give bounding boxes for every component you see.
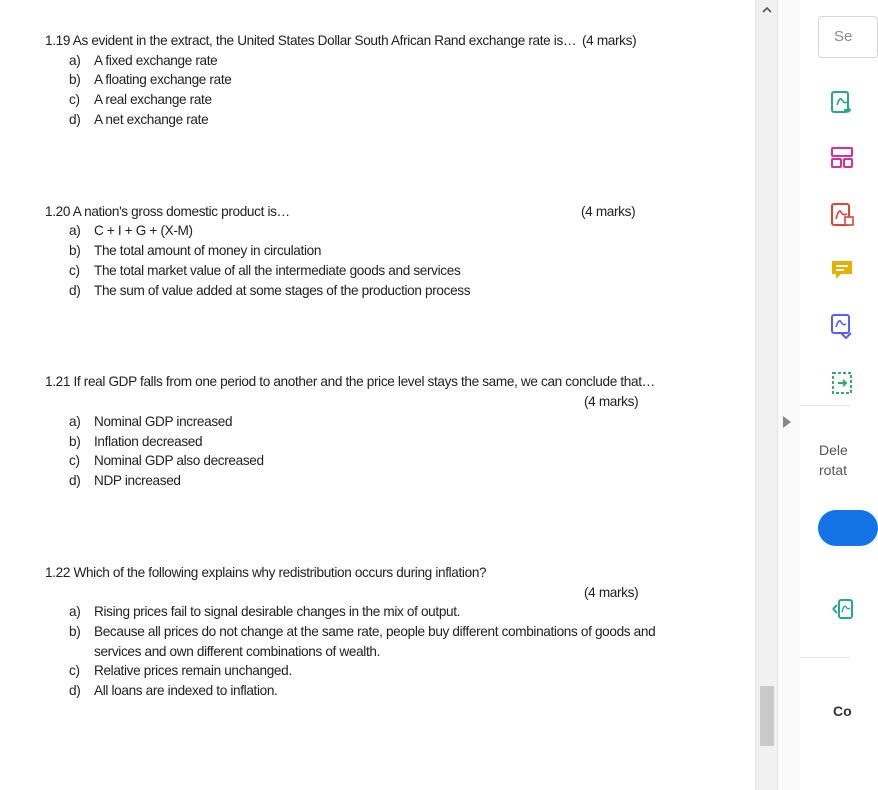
primary-action-button[interactable] <box>818 510 878 546</box>
option-letter: b) <box>69 624 81 639</box>
option-letter: b) <box>69 434 81 449</box>
comment-icon[interactable] <box>830 258 854 282</box>
option-text: Nominal GDP increased <box>94 414 233 429</box>
option-text: A fixed exchange rate <box>94 53 218 68</box>
question-stem: 1.21 If real GDP falls from one period to another and the price level stays the same, we can conclude that… <box>45 374 655 389</box>
option-text: Because all prices do not change at the same rate, people buy different combinations of goods and <box>94 624 656 639</box>
question-marks: (4 marks) <box>582 33 637 48</box>
option-text: Rising prices fail to signal desirable changes in the mix of output. <box>94 604 461 619</box>
panel-divider-line <box>800 405 850 406</box>
export-pdf-icon[interactable] <box>830 90 854 114</box>
option-letter: c) <box>69 92 80 107</box>
panel-section-label[interactable]: Co <box>833 703 852 719</box>
chevron-up-icon <box>762 6 772 13</box>
option-letter: d) <box>69 683 81 698</box>
option-letter: c) <box>69 263 80 278</box>
option-text: A real exchange rate <box>94 92 212 107</box>
option-text: A floating exchange rate <box>94 72 232 87</box>
collapse-panel-icon[interactable] <box>783 416 791 428</box>
organize-pages-icon[interactable] <box>830 145 854 169</box>
panel-divider <box>777 0 801 790</box>
option-letter: c) <box>69 453 80 468</box>
option-text: All loans are indexed to inflation. <box>94 683 278 698</box>
question-marks: (4 marks) <box>581 204 636 219</box>
compress-icon[interactable] <box>830 370 854 394</box>
option-text: The total market value of all the intermediate goods and services <box>94 263 461 278</box>
share-icon[interactable] <box>830 596 854 620</box>
option-letter: d) <box>69 283 81 298</box>
create-pdf-icon[interactable] <box>830 202 854 226</box>
option-text: The total amount of money in circulation <box>94 243 322 258</box>
option-letter: b) <box>69 72 81 87</box>
option-text: Nominal GDP also decreased <box>94 453 264 468</box>
option-letter: a) <box>69 53 81 68</box>
option-letter: a) <box>69 223 81 238</box>
option-text: The sum of value added at some stages of the production process <box>94 283 471 298</box>
question-stem: 1.20 A nation's gross domestic product is… <box>45 204 290 219</box>
search-tools-input[interactable]: Se <box>818 16 878 58</box>
option-letter: a) <box>69 414 81 429</box>
panel-divider-line <box>800 657 850 658</box>
option-letter: b) <box>69 243 81 258</box>
scroll-thumb[interactable] <box>760 686 774 746</box>
panel-description-line: rotat <box>819 462 848 478</box>
panel-description-line: Dele <box>819 442 848 458</box>
question-stem: 1.22 Which of the following explains why redistribution occurs during inflation? <box>45 565 487 580</box>
option-letter: c) <box>69 663 80 678</box>
vertical-scrollbar[interactable] <box>755 0 778 790</box>
edit-pdf-icon[interactable] <box>830 313 854 337</box>
option-text: A net exchange rate <box>94 112 209 127</box>
question-stem: 1.19 As evident in the extract, the United States Dollar South African Rand exchange rate is… <box>45 33 577 48</box>
option-letter: a) <box>69 604 81 619</box>
question-marks: (4 marks) <box>584 394 639 409</box>
option-text: C + I + G + (X-M) <box>94 223 193 238</box>
option-text: Relative prices remain unchanged. <box>94 663 292 678</box>
option-letter: d) <box>69 473 81 488</box>
option-text: Inflation decreased <box>94 434 203 449</box>
scroll-up-button[interactable] <box>756 0 778 18</box>
tools-panel <box>800 0 853 790</box>
question-marks: (4 marks) <box>584 585 639 600</box>
option-letter: d) <box>69 112 81 127</box>
option-text: services and own different combinations of wealth. <box>94 644 381 659</box>
option-text: NDP increased <box>94 473 181 488</box>
